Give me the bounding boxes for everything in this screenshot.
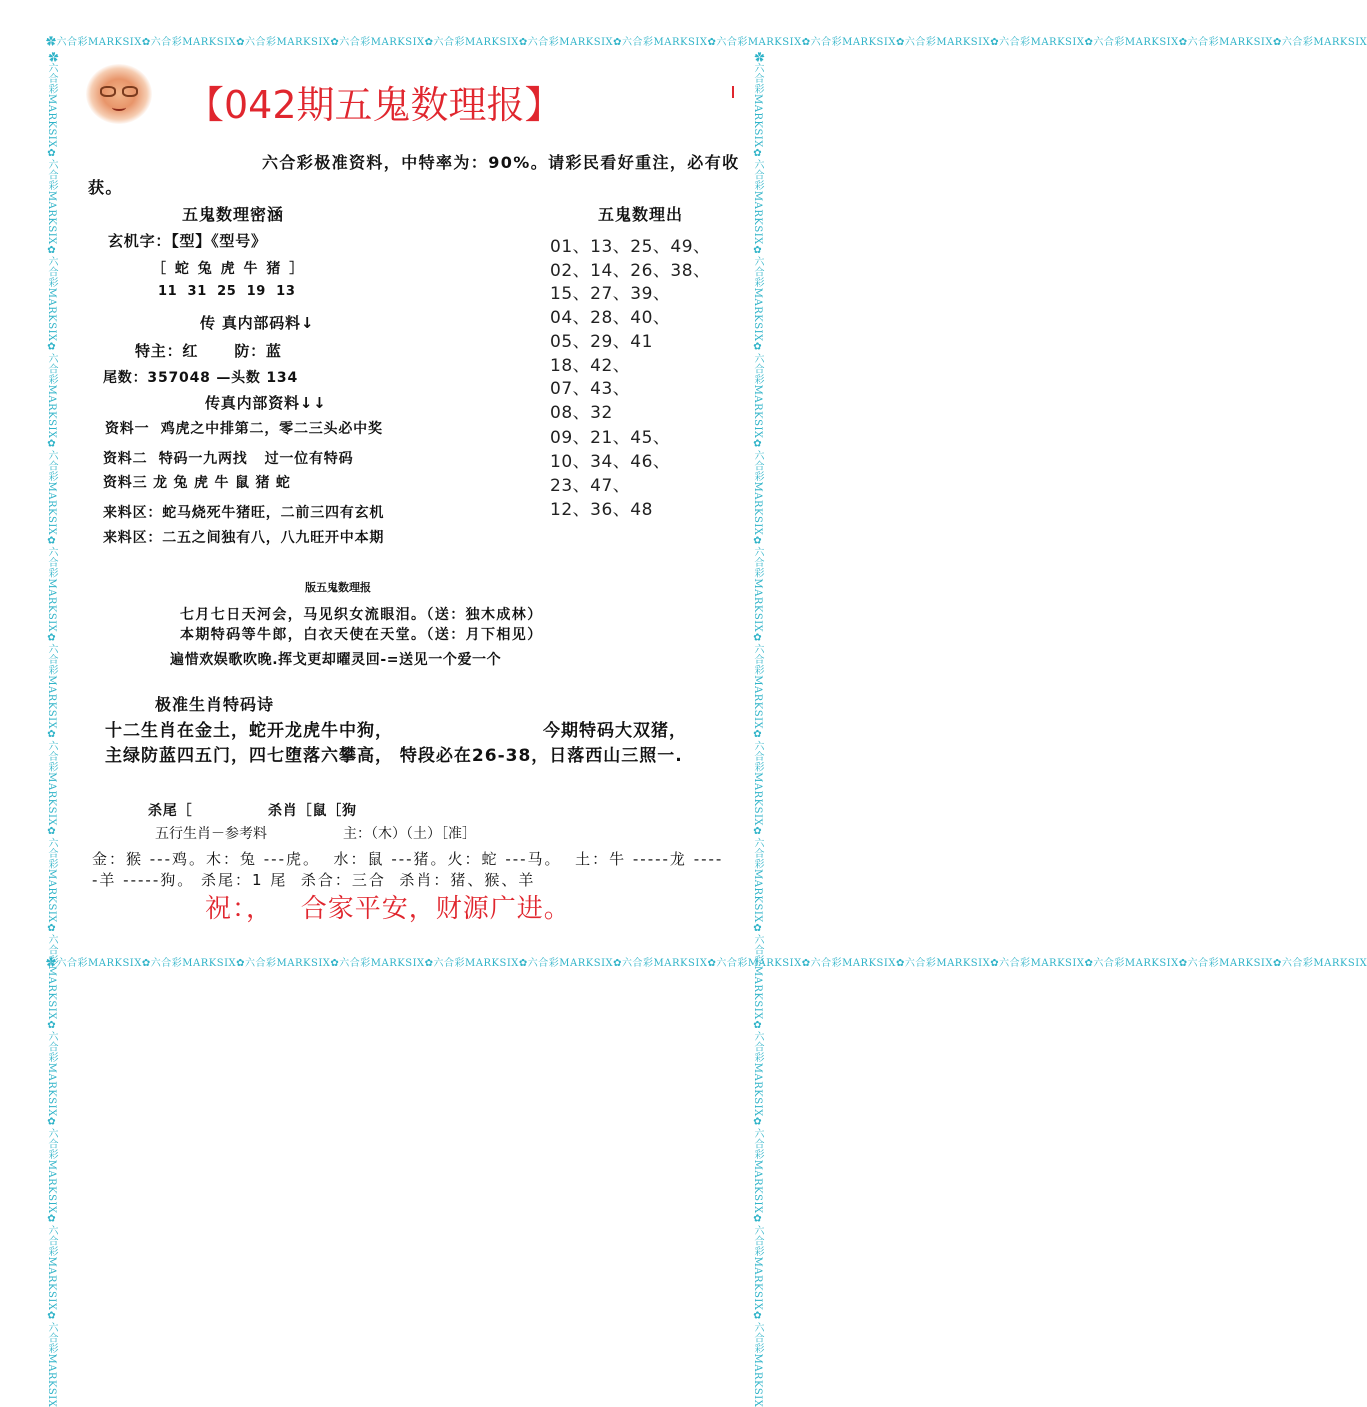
te-zhu-text: 特主：红 防：蓝 — [135, 342, 282, 360]
zodiac-poem-line-1b: 今期特码大双猪， — [543, 721, 687, 741]
wuxing-line-1: 金：猴 ---鸡。木：兔 ---虎。 水：鼠 ---猪。火：蛇 ---马。 土：牛 -----龙 ---- — [92, 850, 724, 868]
wuxing-label: 五行生肖－参考料 — [155, 826, 267, 842]
border-left: ✿六合彩MARKSIX✿六合彩MARKSIX✿六合彩MARKSIX✿六合彩MARKSIX✿六合彩MARKSIX✿六合彩MARKSIX✿六合彩MARKSIX✿六合彩MARKSIX✿六合彩MARKSIX✿六合彩MARKSIX✿六合彩MARKSIX✿六合彩MARKSIX✿六合彩MARKSIX✿六合彩MARKSIX — [46, 52, 57, 1407]
zhu-text: 主：（木）（土）［准］ — [343, 826, 476, 842]
glasses-right-icon — [122, 86, 138, 97]
poem-section-label: 版五鬼数理报 — [305, 581, 371, 594]
number-row: 23、47、 — [550, 476, 631, 496]
zodiac-poem-line-2: 主绿防蓝四五门，四七堕落六攀高， 特段必在26-38，日落西山三照一. — [105, 746, 683, 766]
border-top: ✿六合彩MARKSIX✿六合彩MARKSIX✿六合彩MARKSIX✿六合彩MARKSIX✿六合彩MARKSIX✿六合彩MARKSIX✿六合彩MARKSIX✿六合彩MARKSIX✿六合彩MARKSIX✿六合彩MARKSIX✿六合彩MARKSIX✿六合彩MARKSIX✿六合彩MARKSIX✿六合彩MARKSIX — [46, 37, 1367, 48]
right-heading: 五鬼数理出 — [598, 205, 684, 224]
fax-data-heading: 传真内部资料↓↓ — [205, 394, 327, 412]
zodiac-list: ［ 蛇 兔 虎 牛 猪 ］ — [152, 261, 306, 277]
number-row: 10、34、46、 — [550, 452, 671, 472]
number-row: 02、14、26、38、 — [550, 261, 711, 281]
poem-line-3: 遍惜欢娱歌吹晚.挥戈更却曜灵回-=送见一个爱一个 — [170, 652, 502, 668]
number-list: 11 31 25 19 13 — [158, 284, 296, 299]
number-row: 05、29、41 — [550, 332, 653, 352]
left-heading: 五鬼数理密涵 — [182, 205, 285, 224]
sha-xiao: 杀肖［鼠［狗 — [268, 803, 357, 819]
number-row: 12、36、48 — [550, 500, 653, 520]
poem-line-2: 本期特码等牛郎，白衣天使在天堂。（送：月下相见） — [180, 627, 543, 643]
wuxing-line-2: -羊 -----狗。 杀尾：1 尾 杀合：三合 杀肖：猪、猴、羊 — [92, 871, 536, 889]
zodiac-poem-heading: 极准生肖特码诗 — [155, 695, 275, 714]
lailiao-2: 来料区：二五之间独有八，八九旺开中本期 — [103, 530, 385, 546]
blessing-text: 祝：， 合家平安，财源广进。 — [205, 894, 571, 924]
number-row: 07、43、 — [550, 379, 631, 399]
page-title: 【042期五鬼数理报】 — [186, 83, 563, 127]
fax-code-heading: 传 真内部码料↓ — [200, 314, 315, 332]
border-bottom: ✿六合彩MARKSIX✿六合彩MARKSIX✿六合彩MARKSIX✿六合彩MARKSIX✿六合彩MARKSIX✿六合彩MARKSIX✿六合彩MARKSIX✿六合彩MARKSIX✿六合彩MARKSIX✿六合彩MARKSIX✿六合彩MARKSIX✿六合彩MARKSIX✿六合彩MARKSIX✿六合彩MARKSIX — [46, 958, 1367, 969]
number-row: 18、42、 — [550, 356, 631, 376]
weishu-text: 尾数：357048 —头数 134 — [103, 370, 299, 386]
red-mark — [732, 86, 734, 98]
data-item-3: 资料三 龙 兔 虎 牛 鼠 猪 蛇 — [103, 475, 291, 491]
avatar-image — [86, 64, 152, 124]
number-row: 01、13、25、49、 — [550, 237, 711, 257]
zodiac-poem-line-1a: 十二生肖在金土，蛇开龙虎牛中狗， — [105, 721, 393, 741]
number-row: 04、28、40、 — [550, 308, 671, 328]
border-right: ✿六合彩MARKSIX✿六合彩MARKSIX✿六合彩MARKSIX✿六合彩MARKSIX✿六合彩MARKSIX✿六合彩MARKSIX✿六合彩MARKSIX✿六合彩MARKSIX✿六合彩MARKSIX✿六合彩MARKSIX✿六合彩MARKSIX✿六合彩MARKSIX✿六合彩MARKSIX✿六合彩MARKSIX — [752, 52, 763, 1407]
sha-wei: 杀尾［ — [148, 803, 193, 819]
intro-line-2: 获。 — [88, 178, 123, 197]
glasses-left-icon — [100, 86, 116, 97]
lailiao-1: 来料区：蛇马烧死牛猪旺，二前三四有玄机 — [103, 505, 385, 521]
poem-line-1: 七月七日天河会，马见织女流眼泪。（送：独木成林） — [180, 607, 543, 623]
xuanji-text: 玄机字：【型】《型号》 — [108, 232, 267, 250]
number-row: 08、32 — [550, 403, 613, 423]
data-item-2: 资料二 特码一九两找 过一位有特码 — [103, 451, 354, 467]
mouth-icon — [112, 104, 126, 111]
number-row: 15、27、39、 — [550, 284, 671, 304]
data-item-1: 资料一 鸡虎之中排第二，零二三头必中奖 — [105, 421, 383, 437]
number-row: 09、21、45、 — [550, 428, 671, 448]
intro-line-1: 六合彩极准资料，中特率为：90%。请彩民看好重注，必有收 — [262, 153, 740, 172]
